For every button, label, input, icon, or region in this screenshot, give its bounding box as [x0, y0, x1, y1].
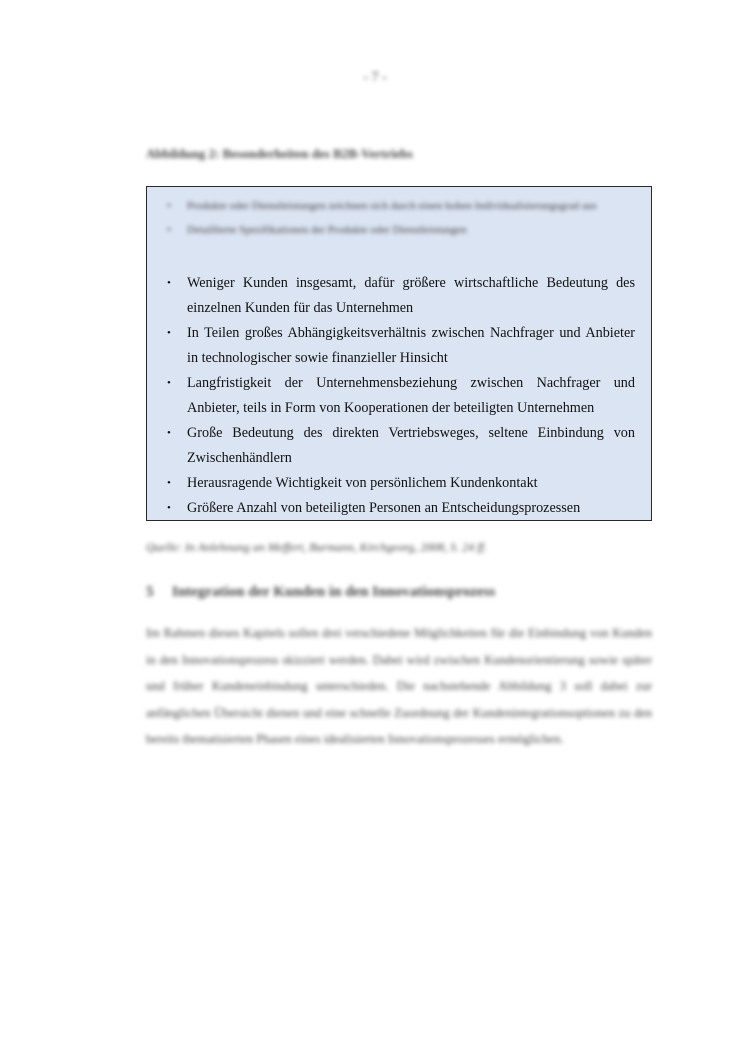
section-body-text: Im Rahmen dieses Kapitels sollen drei verschiedene Möglichkeiten für die Einbindung von Kunden in den Innovationsprozess skizziert werden. Dabei wird zwischen Kundenorientierung sowie später und früher Kundeneinbindung unterschieden. Die nachstehende Abbildung 3 soll dabei zur anfänglichen Übersicht dienen und eine schnelle Zuordnung der Kundenintegrationsoptionen zu den bereits thematisierten Phasen eines idealisierten Innovationsprozesses ermöglichen. [146, 626, 652, 746]
bullet-icon: • [167, 224, 171, 236]
bullet-icon: • [167, 277, 171, 289]
bullet-icon: • [167, 200, 171, 212]
page-number: - 7 - [363, 70, 387, 85]
list-item-text: In Teilen großes Abhängigkeitsverhältnis zwischen Nachfrager und Anbieter in technologischer sowie finanzieller Hinsicht [187, 325, 635, 366]
list-item-text: Große Bedeutung des direkten Vertriebsweges, seltene Einbindung von Zwischenhändlern [187, 425, 635, 466]
list-item [147, 496, 651, 521]
figure-box [146, 186, 652, 521]
bullet-icon: • [167, 502, 171, 514]
bullet-icon: • [167, 377, 171, 389]
list-item [147, 471, 651, 496]
list-item [147, 271, 651, 321]
bullet-list [147, 271, 651, 521]
list-item-text: Produkte oder Dienstleistungen zeichnen sich durch einen hohen Individualisierungsgrad aus [187, 200, 597, 212]
list-item-text: Langfristigkeit der Unternehmensbeziehung zwischen Nachfrager und Anbieter, teils in Form von Kooperationen der beteiligten Unternehmen [187, 375, 635, 416]
list-item-text: Herausragende Wichtigkeit von persönlichem Kundenkontakt [187, 475, 538, 491]
list-item [147, 194, 651, 218]
figure-source: Quelle: In Anlehnung an Meffert, Burmann, Kirchgeorg, 2008, S. 24 ff. [146, 540, 487, 554]
section-title: Integration der Kunden in den Innovationsprozess [172, 584, 496, 600]
list-item [147, 421, 651, 471]
list-item [147, 218, 651, 242]
list-item-text: Detaillierte Spezifikationen der Produkte oder Dienstleistungen [187, 224, 467, 236]
section-heading [146, 584, 495, 601]
list-item-text: Größere Anzahl von beteiligten Personen an Entscheidungsprozessen [187, 500, 581, 516]
bullet-icon: • [167, 327, 171, 339]
section-number: 5 [146, 584, 154, 600]
list-item-text: Weniger Kunden insgesamt, dafür größere wirtschaftliche Bedeutung des einzelnen Kunden für das Unternehmen [187, 275, 635, 316]
list-item [147, 321, 651, 371]
list-item [147, 371, 651, 421]
bullet-icon: • [167, 427, 171, 439]
figure-caption: Abbildung 2: Besonderheiten des B2B-Vertriebs [146, 146, 413, 161]
blurred-bullet-list [147, 194, 651, 242]
bullet-icon: • [167, 477, 171, 489]
